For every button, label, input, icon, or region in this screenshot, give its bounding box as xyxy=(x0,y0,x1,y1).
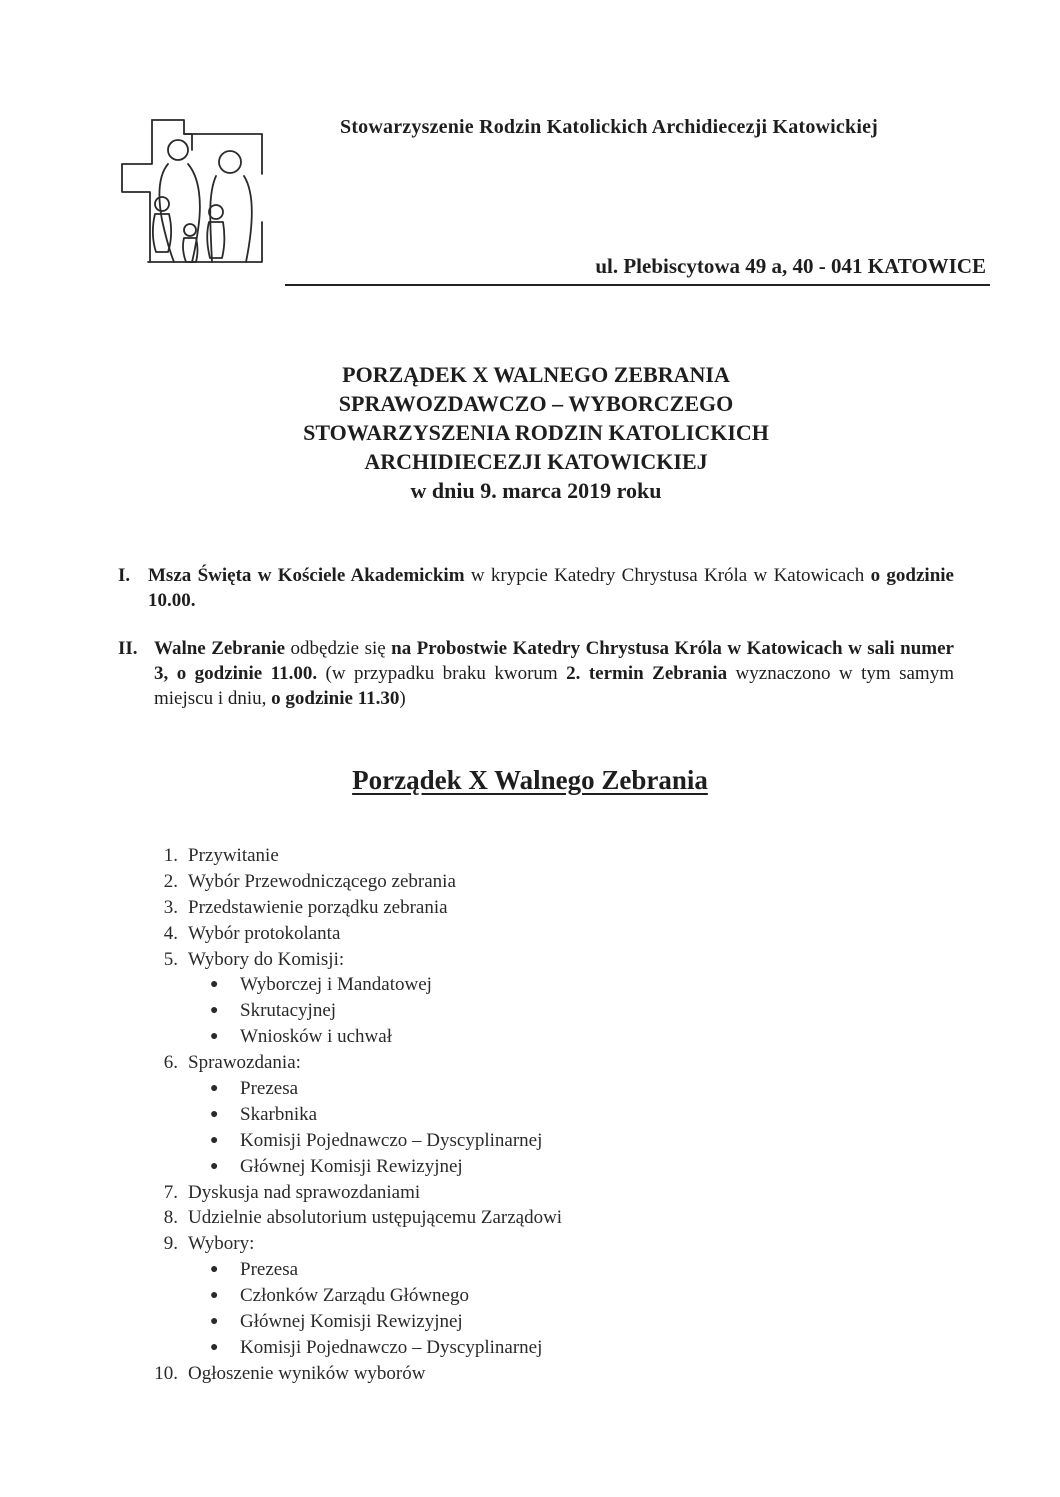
intro-item-meeting xyxy=(118,636,954,711)
intro-item-number: I. xyxy=(118,565,131,586)
intro-item-text xyxy=(154,636,954,711)
intro-item-number: II. xyxy=(118,638,138,659)
bullet-icon: ● xyxy=(210,1029,219,1045)
meeting-label: Walne Zebranie xyxy=(154,638,286,659)
sub-list-item xyxy=(146,998,846,1024)
meeting-text-2: (w przypadku braku kworum xyxy=(317,663,567,684)
list-item xyxy=(146,921,846,947)
meeting-text-4: ) xyxy=(399,688,406,709)
list-item xyxy=(146,895,846,921)
bullet-icon: ● xyxy=(210,1106,219,1122)
organization-name: Stowarzyszenie Rodzin Katolickich Archidiecezji Katowickiej xyxy=(340,116,879,138)
item-text: Wybór Przewodniczącego zebrania xyxy=(188,870,456,892)
sub-list-item xyxy=(146,1102,846,1128)
item-text: Wybory do Komisji: xyxy=(188,948,345,970)
item-text: Sprawozdania: xyxy=(188,1052,301,1074)
bullet-icon: ● xyxy=(210,1003,219,1019)
bullet-icon: ● xyxy=(210,977,219,993)
item-text: Komisji Pojednawczo – Dyscyplinarnej xyxy=(240,1129,543,1151)
sub-list-item xyxy=(146,1335,846,1361)
sub-list-item xyxy=(146,1309,846,1335)
list-item xyxy=(146,869,846,895)
title-date: w dniu 9. marca 2019 roku xyxy=(410,478,662,503)
meeting-text-1: odbędzie się xyxy=(285,638,392,659)
bullet-icon: ● xyxy=(210,1081,219,1097)
bullet-icon: ● xyxy=(210,1314,219,1330)
item-number: 3. xyxy=(163,896,178,918)
bullet-icon: ● xyxy=(210,1262,219,1278)
item-number: 6. xyxy=(163,1052,178,1074)
item-text: Dyskusja nad sprawozdaniami xyxy=(188,1181,421,1203)
sub-list-item xyxy=(146,1076,846,1102)
mass-time: o godzinie 10.00. xyxy=(148,565,954,611)
header-divider xyxy=(285,284,990,286)
sub-list-item xyxy=(146,1128,846,1154)
bullet-icon: ● xyxy=(210,1132,219,1148)
sub-list-item xyxy=(146,1283,846,1309)
item-text: Członków Zarządu Głównego xyxy=(240,1285,469,1307)
title-line-3: STOWARZYSZENIA RODZIN KATOLICKICH xyxy=(303,420,769,445)
item-text: Komisji Pojednawczo – Dyscyplinarnej xyxy=(240,1336,543,1358)
item-text: Skrutacyjnej xyxy=(240,1000,337,1022)
item-text: Przywitanie xyxy=(188,845,279,866)
family-cross-logo-icon xyxy=(112,112,272,277)
second-term-label: 2. termin Zebrania xyxy=(566,663,728,684)
item-number: 4. xyxy=(163,922,178,944)
second-term-time: o godzinie 11.30 xyxy=(271,688,400,709)
title-line-1: PORZĄDEK X WALNEGO ZEBRANIA xyxy=(342,362,730,387)
list-item xyxy=(146,947,846,973)
meeting-text-3: wyznaczono w tym samym miejscu i dniu, xyxy=(154,663,954,709)
sub-list-item xyxy=(146,1154,846,1180)
sub-list-item xyxy=(146,1024,846,1050)
item-number: 8. xyxy=(163,1207,178,1229)
list-item xyxy=(146,1180,846,1206)
list-item xyxy=(146,1231,846,1257)
item-text: Wybór protokolanta xyxy=(188,922,341,944)
list-item xyxy=(146,843,846,869)
bullet-icon: ● xyxy=(210,1288,219,1304)
intro-item-text xyxy=(148,563,954,613)
item-text: Prezesa xyxy=(240,1078,299,1100)
title-line-4: ARCHIDIECEZJI KATOWICKIEJ xyxy=(364,449,708,474)
list-item xyxy=(146,1050,846,1076)
organization-address: ul. Plebiscytowa 49 a, 40 - 041 KATOWICE xyxy=(595,254,986,278)
item-text: Wyborczej i Mandatowej xyxy=(240,974,432,996)
agenda-title: Porządek X Walnego Zebrania xyxy=(352,765,708,795)
item-text: Skarbnika xyxy=(240,1103,318,1125)
item-text: Udzielnie absolutorium ustępującemu Zarządowi xyxy=(188,1207,563,1229)
item-text: Głównej Komisji Rewizyjnej xyxy=(240,1155,463,1177)
list-item xyxy=(146,1361,846,1387)
meeting-location: na Probostwie Katedry Chrystusa Króla w Katowicach w sali numer 3, o godzinie 11.00. xyxy=(154,638,954,684)
item-number: 5. xyxy=(163,948,178,970)
mass-location: w krypcie Katedry Chrystusa Króla w Katowicach xyxy=(464,565,871,586)
item-text: Wybory: xyxy=(188,1233,255,1255)
agenda-list xyxy=(146,843,846,1387)
item-text: Przedstawienie porządku zebrania xyxy=(188,896,448,918)
item-text: Ogłoszenie wyników wyborów xyxy=(188,1362,426,1384)
item-number: 1. xyxy=(163,845,178,866)
item-number: 9. xyxy=(163,1233,178,1255)
item-number: 10. xyxy=(154,1362,178,1384)
sub-list-item xyxy=(146,972,846,998)
title-line-2: SPRAWOZDAWCZO – WYBORCZEGO xyxy=(338,391,734,416)
bullet-icon: ● xyxy=(210,1158,219,1174)
intro-item-mass xyxy=(118,563,954,613)
mass-label: Msza Święta w Kościele Akademickim xyxy=(148,565,465,586)
item-number: 7. xyxy=(163,1181,178,1203)
list-item xyxy=(146,1205,846,1231)
organization-logo xyxy=(112,112,272,277)
item-text: Głównej Komisji Rewizyjnej xyxy=(240,1311,463,1333)
sub-list-item xyxy=(146,1257,846,1283)
document-title xyxy=(100,360,972,505)
bullet-icon: ● xyxy=(210,1339,219,1355)
item-number: 2. xyxy=(163,870,178,892)
item-text: Wniosków i uchwał xyxy=(240,1026,392,1048)
item-text: Prezesa xyxy=(240,1259,299,1281)
